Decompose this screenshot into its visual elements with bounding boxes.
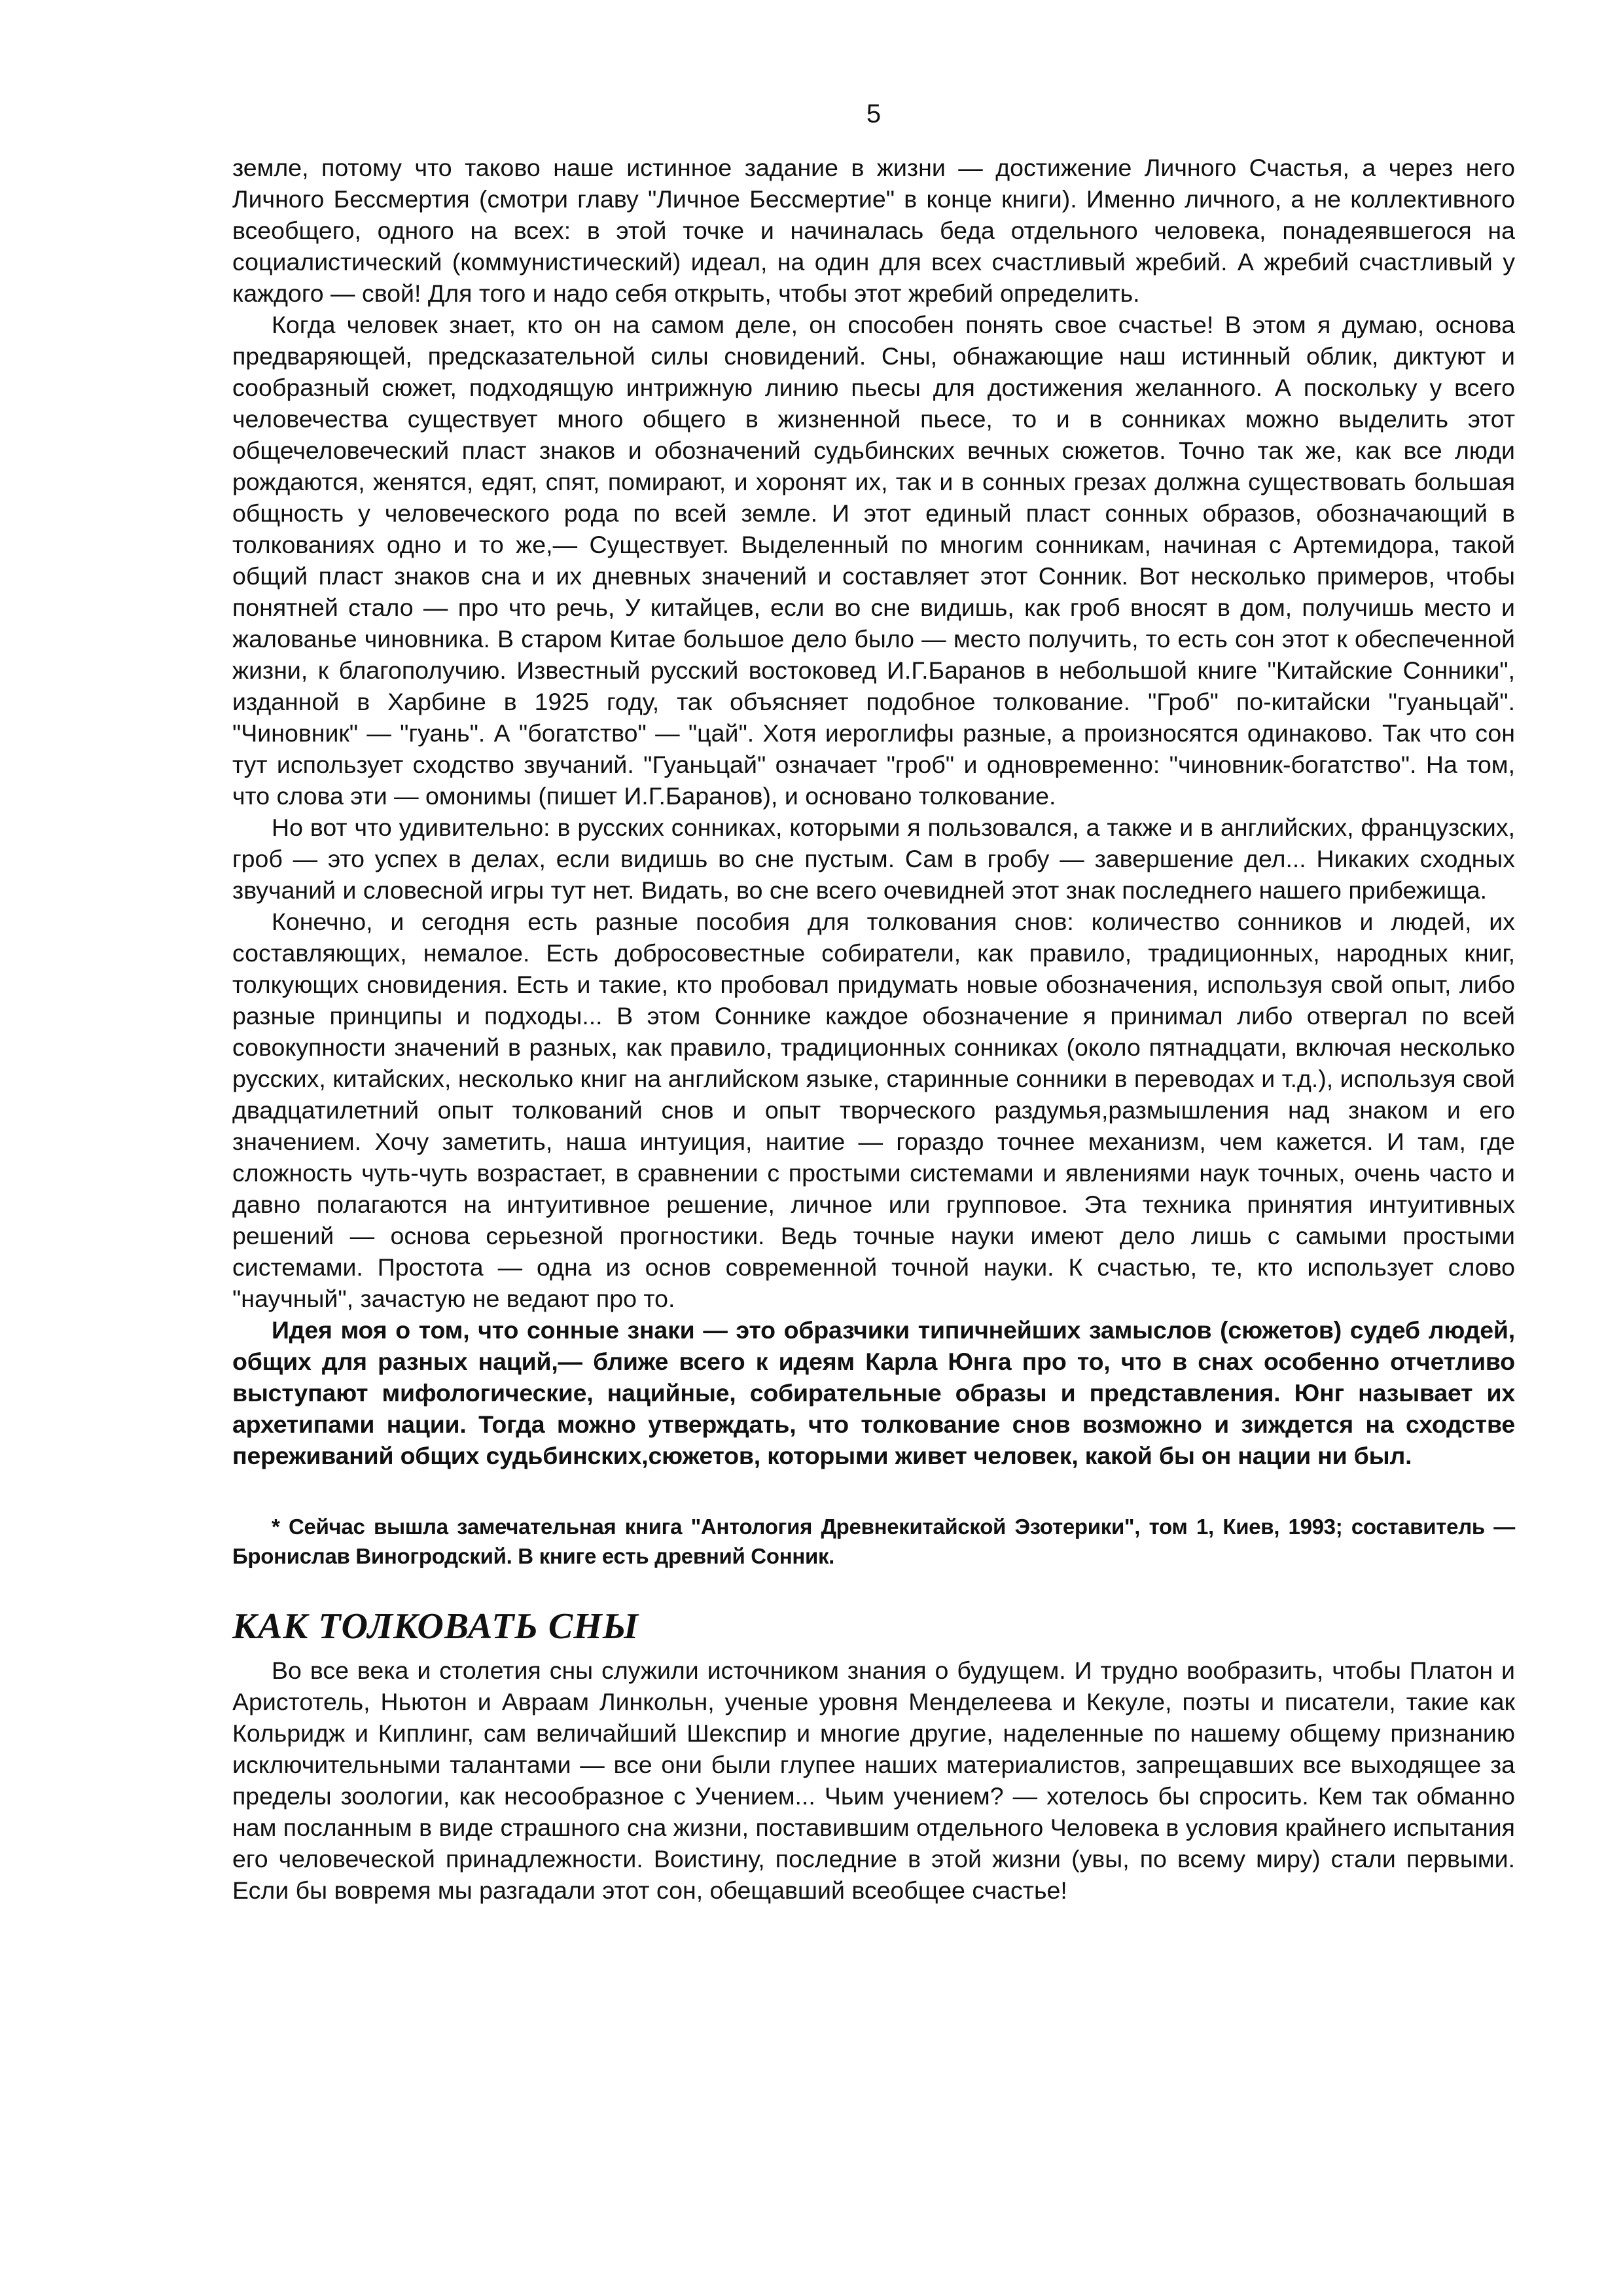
footnote: * Сейчас вышла замечательная книга "Антология Древнекитайской Эзотерики", том 1, Киев, 1993; составитель — Бронислав Виногродский. В книге есть древний Сонник. bbox=[232, 1515, 1515, 1568]
page-number: 5 bbox=[866, 99, 882, 128]
document-body bbox=[232, 152, 1515, 1906]
paragraph-interpretation-methods: Конечно, и сегодня есть разные пособия для толкования снов: количество сонников и людей, их составляющих, немалое. Есть добросовестные собиратели, как правило, традиционных, народных книг, толкующих сновидения. Есть и такие, кто пробовал придумать новые обозначения, используя свой опыт, либо разные принципы и подходы... В этом Соннике каждое обозначение я принимал либо отвергал по всей совокупности значений в разных, как правило, традиционных сонниках (около пятнадцати, включая несколько русских, китайских, несколько книг на английском языке, старинные сонники в переводах и т.д.), используя свой двадцатилетний опыт толкований снов и опыт творческого раздумья,размышления над знаком и его значением. Хочу заметить, наша интуиция, наитие — гораздо точнее механизм, чем кажется. И там, где сложность чуть-чуть возрастает, в сравнении с простыми системами и явлениями наук точных, очень часто и давно полагаются на интуитивное решение, личное или групповое. Эта техника принятия интуитивных решений — основа серьезной прогностики. Ведь точные науки имеют дело лишь с самыми простыми системами. Простота — одна из основ современной точной науки. К счастью, те, кто использует слово "научный", зачастую не ведают про то. bbox=[232, 908, 1515, 1312]
paragraph-jung-archetypes: Идея моя о том, что сонные знаки — это образчики типичнейших замыслов (сюжетов) судеб людей, общих для разных наций,— ближе всего к идеям Карла Юнга про то, что в снах особенно отчетливо выступают мифологические, нацийные, собирательные образы и представления. Юнг называет их архетипами нации. Тогда можно утверждать, что толкование снов возможно и зиждется на сходстве переживаний общих судьбинских,сюжетов, которыми живет человек, какой бы он нации ни был. bbox=[232, 1316, 1515, 1469]
section-paragraph: Во все века и столетия сны служили источником знания о будущем. И трудно вообразить, чтобы Платон и Аристотель, Ньютон и Авраам Линкольн, ученые уровня Менделеева и Кекуле, поэты и писатели, такие как Кольридж и Киплинг, сам величайший Шекспир и многие другие, наделенные по нашему общему признанию исключительными талантами — все они были глупее наших материалистов, запрещавших все выходящее за пределы зоологии, как несообразное с Учением... Чьим учением? — хотелось бы спросить. Кем так обманно нам посланным в виде страшного сна жизни, поставившим отдельного Человека в условия крайнего испытания его человеческой принадлежности. Воистину, последние в этой жизни (увы, по всему миру) стали первыми. Если бы вовремя мы разгадали этот сон, обещавший всеобщее счастье! bbox=[232, 1657, 1515, 1904]
section-heading: КАК ТОЛКОВАТЬ СНЫ bbox=[232, 1606, 639, 1647]
paragraph-continuation: земле, потому что таково наше истинное задание в жизни — достижение Личного Счастья, а через него Личного Бессмертия (смотри главу "Личное Бессмертие" в конце книги). Именно личного, а не коллективного всеобщего, одного на всех: в этой точке и начиналась беда отдельного человека, понадеявшегося на социалистический (коммунистический) идеал, на один для всех счастливый жребий. А жребий счастливый у каждого — свой! Для того и надо себя открыть, чтобы этот жребий определить. bbox=[232, 154, 1515, 307]
paragraph-chinese-dream-books: Когда человек знает, кто он на самом деле, он способен понять свое счастье! В этом я думаю, основа предваряющей, предсказательной силы сновидений. Сны, обнажающие наш истинный облик, диктуют и сообразный сюжет, подходящую интрижную линию пьесы для достижения желанного. А поскольку у всего человечества существует много общего в жизненной пьесе, то и в сонниках можно выделить этот общечеловеческий пласт знаков и обозначений судьбинских вечных сюжетов. Точно так же, как все люди рождаются, женятся, едят, спят, помирают, и хоронят их, так и в сонных грезах должна существовать большая общность у человеческого рода по всей земле. И этот единый пласт сонных образов, обозначающий в толкованиях одно и то же,— Существует. Выделенный по многим сонникам, начиная с Артемидора, такой общий пласт знаков сна и их дневных значений и составляет этот Сонник. Вот несколько примеров, чтобы понятней стало — про что речь, У китайцев, если во сне видишь, как гроб вносят в дом, получишь место и жалованье чиновника. В старом Китае большое дело было — место получить, то есть сон этот к обеспеченной жизни, к благополучию. Известный русский востоковед И.Г.Баранов в небольшой книге "Китайские Сонники", изданной в Харбине в 1925 году, так объясняет подобное толкование. "Гроб" по-китайски "гуаньцай". "Чиновник" — "гуань". А "богатство" — "цай". Хотя иероглифы разные, а произносятся одинаково. Так что сон тут использует сходство звучаний. "Гуаньцай" означает "гроб" и одновременно: "чиновник-богатство". На том, что слова эти — омонимы (пишет И.Г.Баранов), и основано толкование. bbox=[232, 311, 1515, 810]
paragraph-russian-dream-books: Но вот что удивительно: в русских сонниках, которыми я пользовался, а также и в английских, французских, гроб — это успех в делах, если видишь во сне пустым. Сам в гробу — завершение дел... Никаких сходных звучаний и словесной игры тут нет. Видать, во сне всего очевидней этот знак последнего нашего прибежища. bbox=[232, 814, 1515, 904]
